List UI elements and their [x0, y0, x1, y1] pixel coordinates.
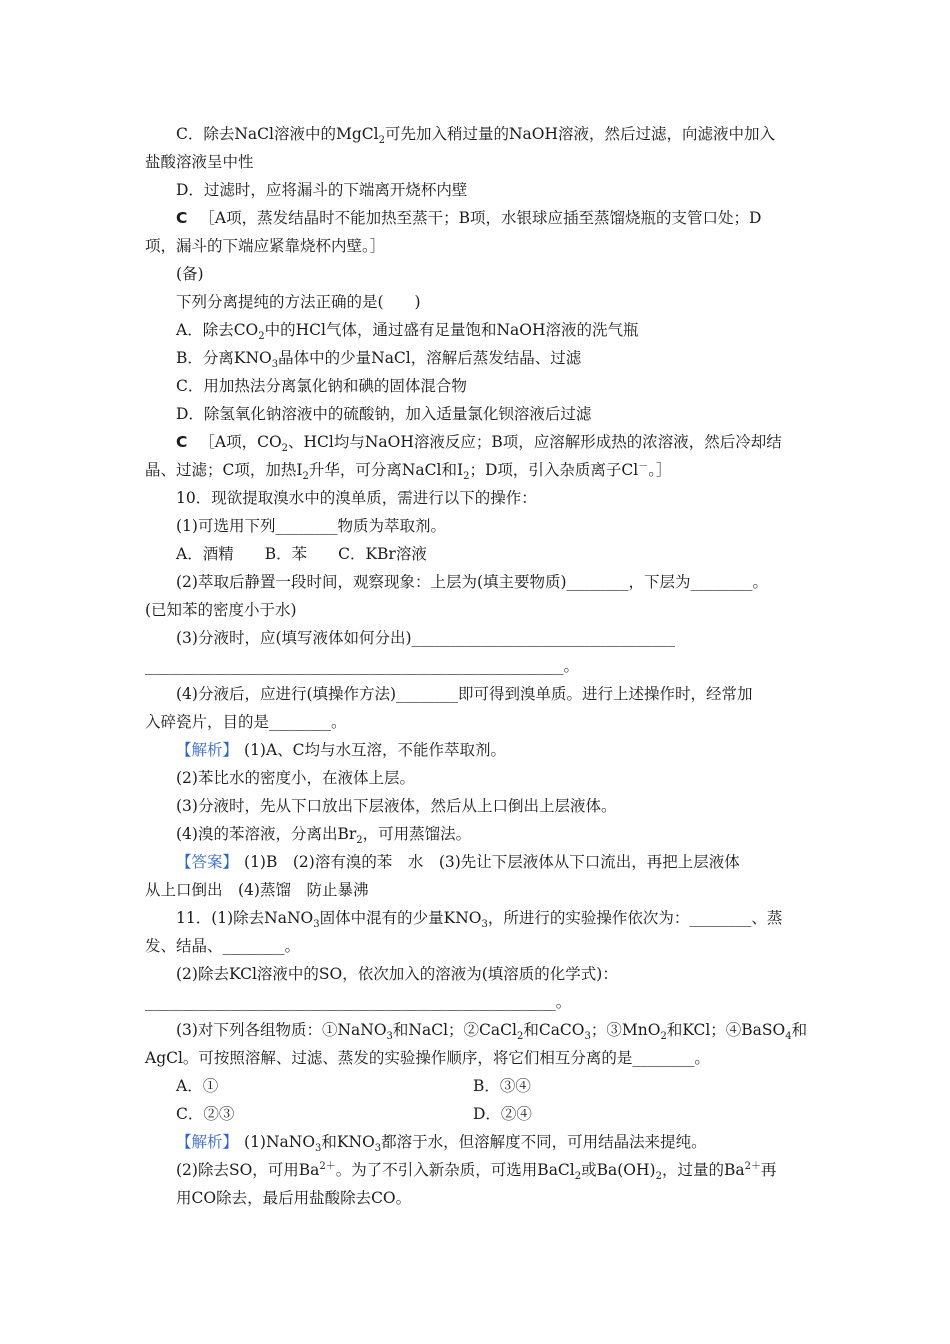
superscript: 2＋ [319, 1160, 336, 1172]
subscript: 2 [356, 835, 363, 847]
text-line [176, 796, 841, 816]
text-run: _____________________________________________________。 [145, 993, 572, 1011]
subscript: 2 [258, 331, 265, 343]
text-line [176, 824, 841, 847]
text-run: (3)分液时，先从下口放出下层液体，然后从上口倒出上层液体。 [176, 797, 617, 815]
text-run: 晶、过滤；C项，加热I [145, 461, 303, 479]
text-run: 和KCl；④BaSO [666, 1021, 786, 1039]
text-run: (备) [176, 265, 204, 283]
text-run: (2)苯比水的密度小，在液体上层。 [176, 769, 415, 787]
text-run: ______________________________________________________。 [145, 657, 580, 675]
text-run: ，所进行的实验操作依次为：________、蒸 [487, 909, 783, 927]
subscript: 2 [655, 1171, 662, 1183]
text-run: D．过滤时，应将漏斗的下端离开烧杯内壁 [176, 181, 468, 199]
text-line [176, 432, 841, 455]
text-run: ［A项，CO [199, 433, 282, 451]
text-run: 10．现欲提取溴水中的溴单质，需进行以下的操作： [176, 489, 537, 507]
text-line [145, 460, 810, 483]
text-run: D．除氢氧化钠溶液中的硫酸钠，加入适量氯化钡溶液后过滤 [176, 405, 592, 423]
text-run: AgCl。可按照溶解、过滤、蒸发的实验操作顺序，将它们相互分离的是________。 [145, 1049, 710, 1067]
text-line [176, 320, 841, 343]
text-line [176, 376, 841, 396]
text-run: 用CO除去，最后用盐酸除去CO。 [176, 1189, 412, 1207]
text-run: (3)分液时，应(填写液体如何分出)__________________________________ [176, 629, 676, 647]
text-run: 或Ba(OH) [581, 1161, 656, 1179]
text-line [145, 992, 810, 1012]
text-line [176, 348, 841, 371]
text-line [176, 1188, 841, 1208]
text-run: A．酒精 B．苯 C．KBr溶液 [176, 545, 427, 563]
superscript: － [638, 460, 649, 472]
text-line [176, 404, 841, 424]
subscript: 3 [271, 359, 279, 371]
answer-letter: C [176, 433, 188, 451]
text-line [176, 852, 841, 872]
text-line [176, 1160, 841, 1183]
text-line [176, 684, 841, 704]
subscript: 2 [574, 1171, 582, 1183]
text-line [176, 1132, 841, 1155]
text-line [145, 712, 810, 732]
subscript: 2 [516, 1031, 524, 1043]
text-run: 项，漏斗的下端应紧靠烧杯内壁。］ [145, 237, 386, 255]
text-run: 和CaCO [523, 1021, 585, 1039]
text-run: (1)NaNO [244, 1133, 316, 1151]
text-line [176, 516, 841, 536]
text-run: 发、结晶、________。 [145, 937, 301, 955]
text-run: 可先加入稍过量的NaOH溶液，然后过滤，向滤液中加入 [384, 125, 775, 143]
text-line [176, 264, 841, 284]
text-run: 。］ [648, 461, 672, 479]
text-run: (4)分液后，应进行(填操作方法)________即可得到溴单质。进行上述操作时，经常加 [176, 685, 753, 703]
text-line [176, 740, 841, 760]
text-line [145, 936, 810, 956]
text-run: ，过量的Ba [661, 1161, 745, 1179]
text-run: 和KNO [321, 1133, 375, 1151]
text-run: B．分离KNO [176, 349, 272, 367]
text-run: C．用加热法分离氯化钠和碘的固体混合物 [176, 377, 467, 395]
text-run: (2)萃取后静置一段时间，观察现象：上层为(填主要物质)________，下层为________。 [176, 573, 769, 591]
text-run: (4)溴的苯溶液，分离出Br [176, 825, 357, 843]
text-line [145, 656, 810, 676]
subscript: 3 [313, 919, 320, 931]
text-run: 和NaCl；②CaCl [392, 1021, 517, 1039]
subscript: 3 [386, 1031, 393, 1043]
subscript: 4 [785, 1031, 792, 1043]
text-run: ；③MnO [590, 1021, 661, 1039]
text-line [145, 236, 810, 256]
text-run: 中的HCl气体，通过盛有足量饱和NaOH溶液的洗气瓶 [264, 321, 639, 339]
section-tag: 【解析】 [176, 741, 239, 759]
subscript: 3 [481, 919, 488, 931]
text-run: C．②③ [176, 1105, 235, 1123]
text-line [176, 544, 841, 564]
superscript: 2＋ [744, 1160, 761, 1172]
text-line [176, 908, 841, 931]
text-run: (1)A、C均与水互溶，不能作萃取剂。 [244, 741, 507, 759]
text-run: 都溶于水，但溶解度不同，可用结晶法来提纯。 [381, 1133, 707, 1151]
text-run: (3)对下列各组物质：①NaNO [176, 1021, 387, 1039]
text-run: C．除去NaCl溶液中的MgCl [176, 125, 379, 143]
option-right-column: B．③④ [473, 1077, 531, 1095]
text-line [176, 964, 841, 984]
text-run: (2)除去SO，可用Ba [176, 1161, 320, 1179]
section-tag: 【答案】 [176, 853, 239, 871]
text-run: ［A项，蒸发结晶时不能加热至蒸干；B项，水银球应插至蒸馏烧瓶的支管口处；D [199, 209, 762, 227]
text-run: 入碎瓷片，目的是________。 [145, 713, 347, 731]
subscript: 3 [374, 1143, 382, 1155]
text-run: ，可用蒸馏法。 [362, 825, 472, 843]
text-run: 、HCl均与NaOH溶液反应；B项，应溶解形成热的浓溶液，然后冷却结 [288, 433, 782, 451]
text-line [176, 1020, 841, 1043]
text-run: 和 [791, 1021, 808, 1039]
text-run: 晶体中的少量NaCl，溶解后蒸发结晶、过滤 [278, 349, 582, 367]
text-run: 盐酸溶液呈中性 [145, 153, 254, 171]
text-run: (2)除去KCl溶液中的SO，依次加入的溶液为(填溶质的化学式)： [176, 965, 618, 983]
text-line [145, 152, 810, 172]
text-line [176, 768, 841, 788]
text-line [176, 1076, 841, 1096]
subscript: 3 [315, 1143, 322, 1155]
text-run: 再 [760, 1161, 777, 1179]
section-tag: 【解析】 [176, 1133, 239, 1151]
answer-letter: C [176, 209, 188, 227]
text-line [145, 1048, 810, 1068]
text-line [176, 572, 841, 592]
subscript: 3 [584, 1031, 591, 1043]
text-run: 固体中混有的少量KNO [319, 909, 482, 927]
subscript: 2 [378, 135, 385, 147]
text-run: (1)可选用下列________物质为萃取剂。 [176, 517, 446, 535]
subscript: 2 [281, 443, 289, 455]
text-run: (1)B (2)溶有溴的苯 水 (3)先让下层液体从下口流出，再把上层液体 [244, 853, 740, 871]
subscript: 2 [463, 471, 470, 483]
text-run: 。为了不引入新杂质，可选用BaCl [335, 1161, 575, 1179]
text-run: 从上口倒出 (4)蒸馏 防止暴沸 [145, 881, 369, 899]
text-run: A．除去CO [176, 321, 259, 339]
text-line [176, 180, 841, 200]
subscript: 2 [302, 471, 309, 483]
text-line [145, 880, 810, 900]
text-line [145, 600, 810, 620]
text-line [176, 208, 841, 228]
text-run: 下列分离提纯的方法正确的是( ) [176, 293, 421, 311]
text-run: (已知苯的密度小于水) [145, 601, 297, 619]
option-right-column: D．②④ [473, 1105, 532, 1123]
text-line [176, 628, 841, 648]
text-line [176, 124, 841, 147]
text-line [176, 292, 841, 312]
subscript: 2 [660, 1031, 667, 1043]
text-line [176, 1104, 841, 1124]
text-run: A．① [176, 1077, 219, 1095]
text-run: 11．(1)除去NaNO [176, 909, 314, 927]
text-line [176, 488, 841, 508]
text-run: ；D项，引入杂质离子Cl [469, 461, 639, 479]
text-run: 升华，可分离NaCl和I [308, 461, 464, 479]
